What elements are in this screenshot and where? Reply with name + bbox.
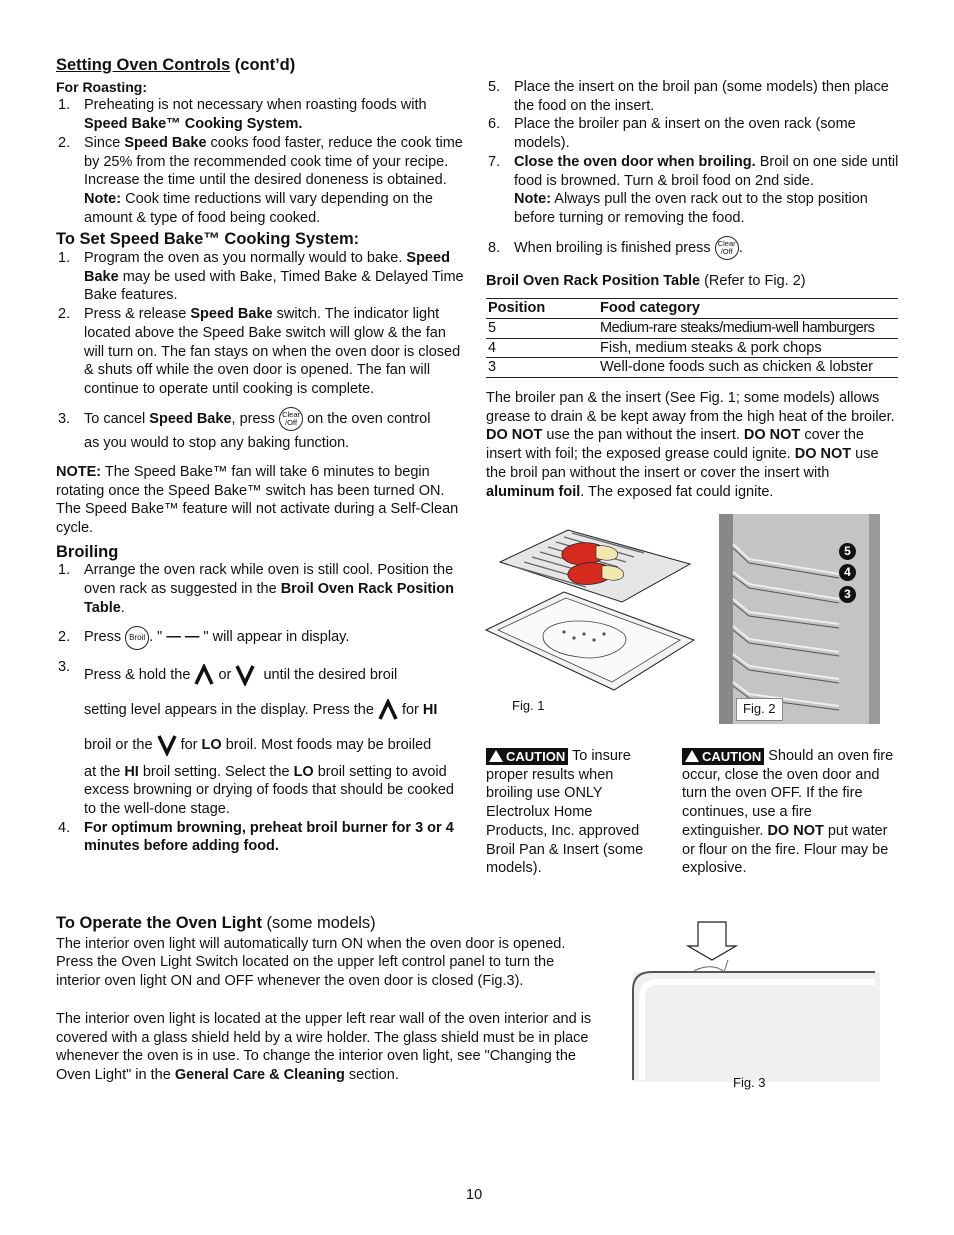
table-cell: Fish, medium steaks & pork chops: [598, 338, 898, 358]
caution-badge: CAUTION: [486, 748, 568, 765]
oven-light-illustration: [630, 920, 880, 1090]
list-item: 7. Close the oven door when broiling. Broil on one side until food is browned. Turn & broil food on 2nd side. Note: Always pull the oven rack out to the stop position before turning or removing the food.: [488, 153, 899, 226]
table-cell: 3: [486, 358, 598, 378]
list-item: 2. Since Speed Bake cooks food faster, reduce the cook time by 25% from the recommended cook time of your recipe. Increase the time until the desired doneness is obtained. Note: Cook time reductions will vary depending on the amount & type of food being cooked.: [58, 134, 463, 226]
list-item: 6. Place the broiler pan & insert on the oven rack (some models).: [488, 116, 856, 152]
caution-broil-pan: CAUTION To insure proper results when broiling use ONLY Electrolux Home Products, Inc. approved Broil Pan & Insert (some models).: [486, 748, 644, 877]
table-cell: Medium-rare steaks/medium-well hamburgers: [598, 319, 898, 339]
caution-oven-fire: CAUTION Should an oven fire occur, close the oven door and turn the oven OFF. If the fire continues, use a fire extinguisher. DO NOT put water or flour on the fire. Flour may be explosive.: [682, 748, 894, 877]
oven-light-paragraph-1: The interior oven light will automatically turn ON when the oven door is opened. Press the Oven Light Switch located on the upper left control panel to turn the interior oven light ON and OFF whenever the oven door is closed (Fig.3).: [56, 935, 566, 990]
broiling-heading: Broiling: [56, 542, 119, 561]
figure-1: [484, 522, 704, 717]
left-column: [56, 56, 466, 856]
oven-light-heading: To Operate the Oven Light (some models): [56, 914, 376, 932]
down-arrow-icon: [688, 922, 736, 960]
figure-1-caption: Fig. 1: [512, 698, 545, 713]
list-item: 5. Place the insert on the broil pan (some models) then place the food on the insert.: [488, 79, 889, 114]
roasting-heading: For Roasting:: [56, 78, 147, 95]
table-row: [486, 319, 898, 339]
broiler-pan-illustration: [484, 522, 704, 692]
warning-icon: [685, 750, 699, 762]
table-cell: 4: [486, 338, 598, 358]
rack-position-3: 3: [839, 586, 856, 603]
list-item: 4. For optimum browning, preheat broil burner for 3 or 4 minutes before adding food.: [58, 819, 454, 855]
up-arrow-icon: [378, 699, 398, 721]
oven-rack-photo: [719, 514, 880, 724]
table-header-row: [486, 299, 898, 319]
broil-rack-table: [486, 298, 898, 378]
list-item: 1. Arrange the oven rack while oven is still cool. Position the oven rack as suggested in the Broil Oven Rack Position Table.: [58, 562, 454, 616]
figure-2-caption: Fig. 2: [736, 698, 783, 721]
table-caption: Broil Oven Rack Position Table (Refer to Fig. 2): [486, 273, 806, 289]
section-title: Setting Oven Controls (cont’d): [56, 56, 296, 74]
speed-bake-note: NOTE: The Speed Bake™ fan will take 6 minutes to begin rotating once the Speed Bake™ switch has been turned ON. The Speed Bake™ feature will not activate during a Self-Clean cycle.: [56, 463, 459, 536]
speed-bake-heading: To Set Speed Bake™ Cooking System:: [56, 230, 360, 249]
table-cell: Well-done foods such as chicken & lobster: [598, 358, 898, 378]
column-header: Position: [486, 299, 598, 319]
list-item: 3. To cancel Speed Bake, press Clear /Off on the oven control as you would to stop any baking function.: [56, 407, 466, 455]
list-item: 3. Press & hold the or until the desired broil setting level appears in the display. Press the for HI broil or the for LO broil. Most foods may be broiled at the HI broil setting. Select the LO broil setting to avoid excess browning or drying of foods that should be cooked to the well-done stage.: [58, 658, 454, 818]
table-row: [486, 338, 898, 358]
list-item: 1. Program the oven as you normally would to bake. Speed Bake may be used with Bake, Timed Bake & Delayed Time Bake features.: [58, 250, 464, 304]
table-cell: 5: [486, 319, 598, 339]
figure-2: [719, 514, 880, 724]
list-item: 8. When broiling is finished press Clear /Off .: [486, 236, 900, 260]
right-column: [486, 78, 900, 260]
broiler-pan-paragraph: The broiler pan & the insert (See Fig. 1; some models) allows grease to drain & be kept away from the high heat of the broiler. DO NOT use the pan without the insert. DO NOT cover the insert with foil; the exposed grease could ignite. DO NOT use the broil pan without the insert or cover the insert with aluminum foil. The exposed fat could ignite.: [486, 390, 895, 500]
figure-3: [630, 920, 880, 1090]
oven-light-section: [56, 914, 596, 1085]
list-item: 2. Press & release Speed Bake switch. The indicator light located above the Speed Bake switch will glow & the fan will turn on. The fan stays on when the oven door is closed & shuts off while the oven door is opened. The fan will continue to operate until cooking is complete.: [58, 306, 461, 397]
broil-button-icon: Broil: [125, 626, 149, 650]
list-item: 2. Press Broil . " — — " will appear in display.: [56, 625, 466, 649]
figure-3-caption: Fig. 3: [733, 1075, 766, 1090]
up-arrow-icon: [194, 664, 214, 686]
page-number: 10: [466, 1187, 483, 1203]
oven-light-paragraph-2: The interior oven light is located at the upper left rear wall of the oven interior and is covered with a glass shield held by a wire holder. The glass shield must be in place whenever the oven is in use. To change the interior oven light, see "Changing the Oven Light" in the General Care & Cleaning section.: [56, 1010, 592, 1083]
rack-position-5: 5: [839, 543, 856, 560]
table-row: [486, 358, 898, 378]
clear-off-button-icon: Clear /Off: [279, 407, 303, 431]
caution-badge: CAUTION: [682, 748, 764, 765]
list-item: 1. Preheating is not necessary when roasting foods with Speed Bake™ Cooking System.: [58, 97, 427, 133]
clear-off-button-icon: Clear /Off: [715, 236, 739, 260]
down-arrow-icon: [157, 734, 177, 756]
warning-icon: [489, 750, 503, 762]
rack-position-4: 4: [839, 564, 856, 581]
down-arrow-icon: [235, 664, 255, 686]
column-header: Food category: [598, 299, 898, 319]
